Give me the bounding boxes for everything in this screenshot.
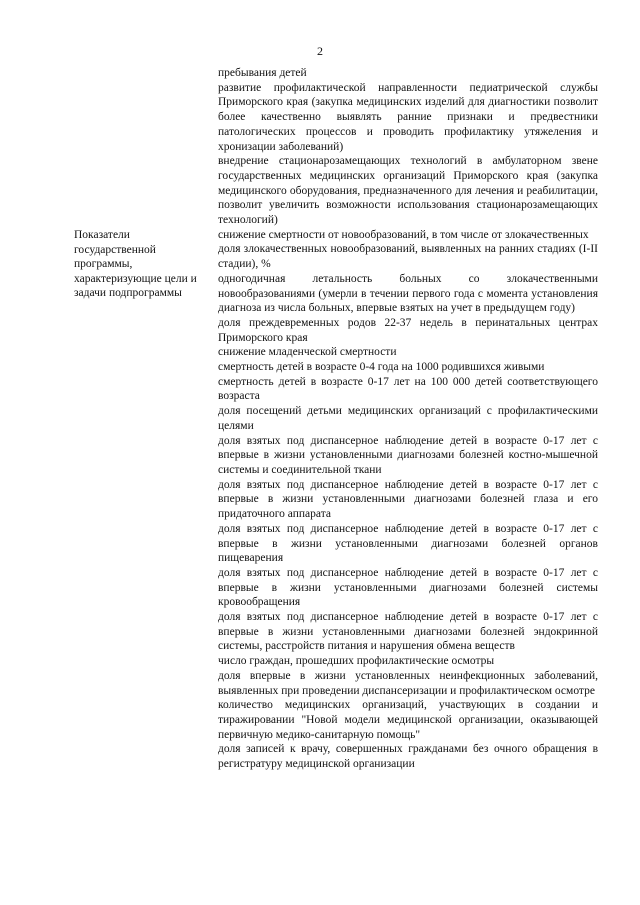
text-paragraph: доля взятых под диспансерное наблюдение детей в возрасте 0-17 лет с впервые в жизни установленными диагнозами болезней эндокринной системы, расстройств питания и нарушения обмена веществ	[218, 611, 598, 653]
section-label: Показатели государственной программы, характеризующие цели и задачи подпрограммы	[74, 229, 197, 299]
text-paragraph: доля взятых под диспансерное наблюдение детей в возрасте 0-17 лет с впервые в жизни установленными диагнозами болезней органов пищеварения	[218, 522, 598, 565]
text-paragraph: смертность детей в возрасте 0-17 лет на 100 000 детей соответствующего возраста	[218, 375, 598, 403]
text-paragraph: доля взятых под диспансерное наблюдение детей в возрасте 0-17 лет с впервые в жизни установленными диагнозами болезней глаза и его придаточного аппарата	[218, 478, 598, 521]
text-paragraph: снижение смертности от новообразований, в том числе от злокачественных	[218, 228, 589, 241]
text-paragraph: одногодичная летальность больных со злокачественными новообразованиями (умерли в течении первого года с момента установления диагноза из числа больных, впервые взятых на учет в предыдущем году)	[218, 272, 598, 315]
text-paragraph: число граждан, прошедших профилактические осмотры	[218, 655, 495, 668]
text-paragraph: количество медицинских организаций, участвующих в создании и тиражировании "Новой модели медицинской организации, оказывающей первичную медико-санитарную помощь"	[218, 699, 598, 741]
text-paragraph: снижение младенческой смертности	[218, 346, 397, 359]
indicators-column	[218, 66, 598, 772]
text-paragraph: доля преждевременных родов 22-37 недель в перинатальных центрах Приморского края	[218, 316, 598, 344]
text-paragraph: доля посещений детьми медицинских организаций с профилактическими целями	[218, 405, 598, 432]
page-number: 2	[317, 44, 323, 58]
text-paragraph: развитие профилактической направленности педиатрической службы Приморского края (закупка медицинских изделий для диагностики позволит более качественно выявлять ранние признаки и предвестники патологических процессов и проводить профилактику утяжеления и хронизации заболеваний)	[218, 81, 598, 153]
text-paragraph: доля взятых под диспансерное наблюдение детей в возрасте 0-17 лет с впервые в жизни установленными диагнозами болезней костно-мышечной системы и соединительной ткани	[218, 434, 598, 476]
text-paragraph: доля злокачественных новообразований, выявленных на ранних стадиях (I-II стадии), %	[218, 243, 598, 271]
text-paragraph: пребывания детей	[218, 67, 307, 79]
text-paragraph: доля записей к врачу, совершенных гражданами без очного обращения в регистратуру медицинской организации	[218, 743, 598, 771]
text-paragraph: смертность детей в возрасте 0-4 года на 1000 родившихся живыми	[218, 361, 545, 374]
text-paragraph: доля впервые в жизни установленных неинфекционных заболеваний, выявленных при проведении диспансеризации и профилактическом осмотре	[218, 669, 598, 697]
text-paragraph: внедрение стационарозамещающих технологий в амбулаторном звене государственных медицинских организаций Приморского края (закупка медицинского оборудования, предназначенного для лечения и реабилитации, позволит увеличить возможности использования стационарозамещающих технологий)	[218, 155, 598, 227]
text-paragraph: доля взятых под диспансерное наблюдение детей в возрасте 0-17 лет с впервые в жизни установленными диагнозами болезней системы кровообращения	[218, 566, 598, 609]
